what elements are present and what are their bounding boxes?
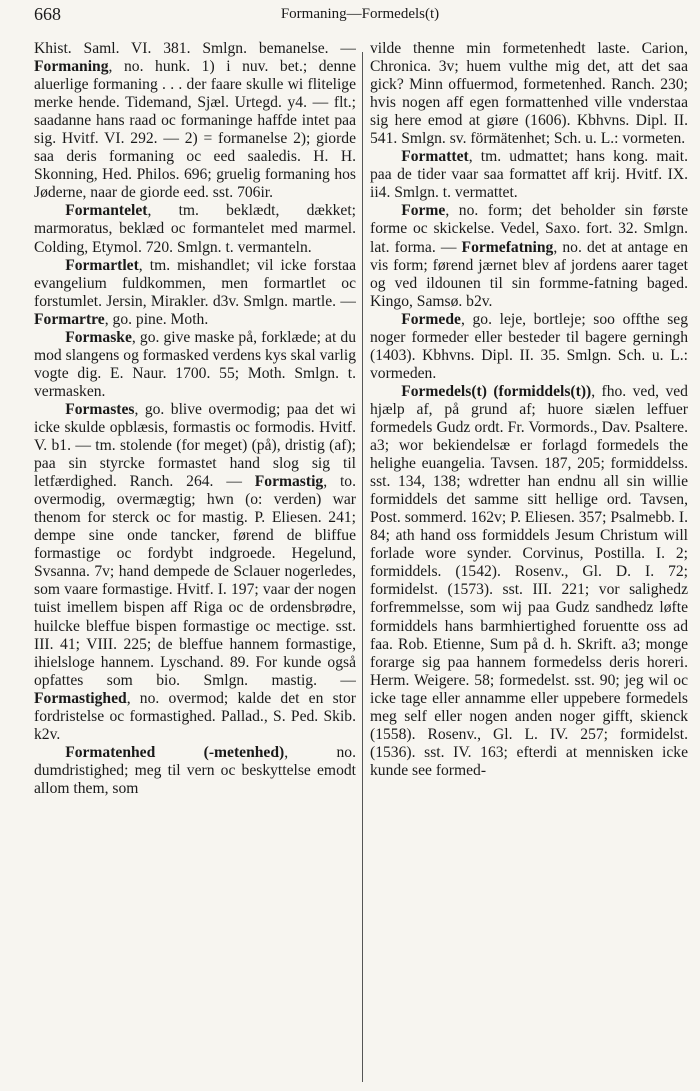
entry-paragraph: Formastes, go. blive overmodig; paa det wi icke skulde opblæsis, formastis oc formodis. Hvitf. V. b1. — tm. stolende (for meget) (på), dristig (af); paa sin styrcke formastet hand slog sig til letfærdighed. Ranch. 264. — Formastig, to. overmodig, overmægtig; hwn (o: verden) war thenom for sterck oc for mastig. P. Eliesen. 241; dempe sine onde tancker, førend de bliffue formastige oc fordybt indgroede. Hegelund, Svsanna. 7v; hand dempede de Sclauer nogerledes, som vaare formastige. Hvitf. I. 197; vaar der nogen tuist imellem bispen aff Riga oc de ordensbrødre, huilcke bleffue bispen formastige oc mectige. sst. III. 41; VIII. 225; de bleffue hannem formastige, ihielsloge hannem. Lyschand. 89. For kunde også opfattes som bio. Smlgn. mastig. — Formastighed, no. overmod; kalde det en stor fordristelse oc formastighed. Pallad., S. Ped. Skib. k2v. [34,400,356,743]
entry-paragraph: Formede, go. leje, bortleje; soo offthe seg noger formeder eller besteder til bagere gerningh (1403). Kbhvns. Dipl. II. 35. Smlgn. Sch. u. L.: vormeden. [370,310,688,382]
left-column [34,40,356,1085]
page-header [34,4,686,30]
entry-paragraph: Khist. Saml. VI. 381. Smlgn. bemanelse. — Formaning, no. hunk. 1) i nuv. bet.; denne aluerlige formaning . . . der faare skulle wi flitelige merke hende. Tidemand, Sjæl. Urtegd. y4. — flt.; saadanne hans raad oc formaninge haffde intet paa sig. Hvitf. VI. 292. — 2) = formanelse 2); giorde saa deris formaning oc eed saaledis. H. H. Skonning, Hed. Philos. 696; gruelig formaning hos Jøderne, naar de giorde eed. sst. 706ir. [34,40,356,202]
page-number: 668 [34,4,61,24]
entry-paragraph: Formatenhed (-metenhed), no. dumdristighed; meg til vern oc beskyttelse emodt allom them, som [34,743,356,797]
entry-paragraph: Formattet, tm. udmattet; hans kong. mait. paa de tider vaar saa formattet aff krij. Hvitf. IX. ii4. Smlgn. t. vermattet. [370,148,688,202]
entry-paragraph: vilde thenne min formetenhedt laste. Carion, Chronica. 3v; huem vulthe mig det, att det saa gick? Minn offuermod, formetenhed. Ranch. 230; hvis nogen aff egen formattenhed ville vnderstaa sig here emod at giøre (1606). Kbhvns. Dipl. II. 541. Smlgn. sv. förmätenhet; Sch. u. L.: vormeten. [370,40,688,148]
entry-paragraph: Formedels(t) (formiddels(t)), fho. ved, ved hjælp af, på grund af; huore siælen leffuer formedels Gudz ordt. Fr. Vormords., Dav. Psaltere. a3; wor bekiendelsæ er forlagd formedels the helighe euangelia. Tavsen. 187, 205; formiddelss. sst. 134, 138; wdretter han endnu all sin willie formiddels det samme sitt hellige ord. Tavsen, Post. sommerd. 162v; P. Eliesen. 357; Psalmebb. I. 84; ath hand oss formiddels Jesum Christum will forlade wore synder. Corvinus, Postilla. I. 2; formiddels. (1542). Rosenv., Gl. D. I. 72; formidelst. (1573). sst. III. 221; vor salighedz forfremmelsse, som wij paa Gudz sandhedz løfte formiddels hans barmhiertighed foruentte oss ad faa. Rob. Etienne, Sum på d. h. Skrift. a3; monge forarge sig paa hannem formedelss deris horeri. Herm. Weigere. 58; formedelst. sst. 90; jeg wil oc icke tage eller annamme eller uppebere formedels meg self eller nogen anden noger gifft, skienck (1558). Rosenv., Gl. L. IV. 257; formidelst. (1536). sst. IV. 163; efterdi at mennisken icke kunde see formed- [370,382,688,779]
entry-paragraph: Forme, no. form; det beholder sin første forme oc skickelse. Vedel, Saxo. fort. 32. Smlgn. lat. forma. — Formefatning, no. det at antage en vis form; førend jærnet blev af jordens aarer taget og ved ildounen til sin formme-fatning baged. Kingo, Samsø. b2v. [370,202,688,310]
entry-paragraph: Formantelet, tm. beklædt, dækket; marmoratus, beklæd oc formantelet med marmel. Colding, Etymol. 720. Smlgn. t. vermanteln. [34,202,356,256]
entry-paragraph: Formartlet, tm. mishandlet; vil icke forstaa evangelium fuldkommen, men formartlet oc forstumlet. Jersin, Mirakler. d3v. Smlgn. martle. — Formartre, go. pine. Moth. [34,256,356,328]
right-column [370,40,688,1085]
entry-paragraph: Formaske, go. give maske på, forklæde; at du mod slangens og formasked verdens kys skal varlig vogte dig. E. Naur. 1700. 55; Moth. Smlgn. t. vermasken. [34,328,356,400]
running-head: Formaning—Formedels(t) [280,6,440,22]
column-divider [362,52,363,1082]
